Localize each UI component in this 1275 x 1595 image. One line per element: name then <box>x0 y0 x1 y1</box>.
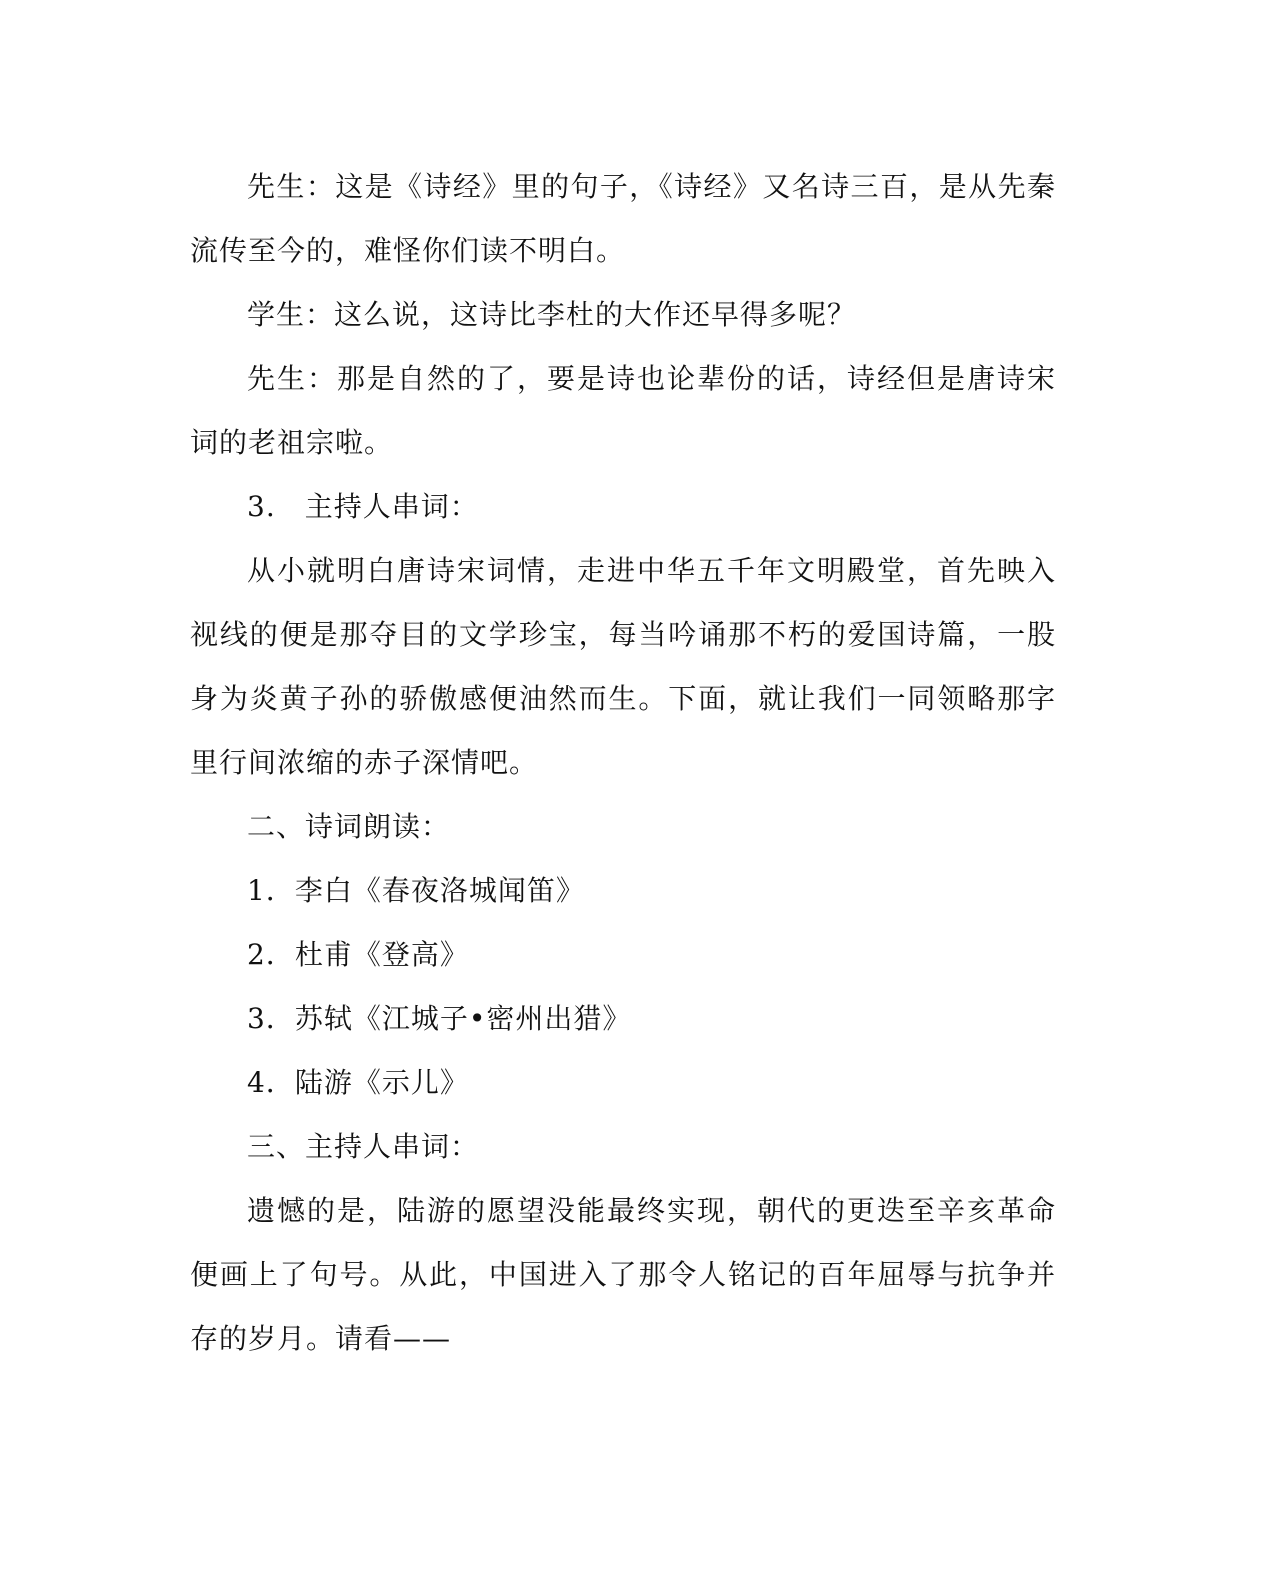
list-item-poem-1: 1．李白《春夜洛城闻笛》 <box>247 874 585 907</box>
paragraph-student: 学生：这么说，这诗比李杜的大作还早得多呢？ <box>247 298 857 331</box>
paragraph-host-intro: 从小就明白唐诗宋词情，走进中华五千年文明殿堂，首先映入视线的便是那夺目的文学珍宝，每当吟诵那不朽的爱国诗篇，一股身为炎黄子孙的骄傲感便油然而生。下面，就让我们一同领略那字里行间浓缩的赤子深情吧。 <box>190 554 1056 779</box>
list-item-poem-2: 2．杜甫《登高》 <box>247 938 469 971</box>
document-body <box>190 155 1056 1371</box>
paragraph-teacher-1: 先生：这是《诗经》里的句子，《诗经》又名诗三百，是从先秦流传至今的，难怪你们读不明白。 <box>190 170 1056 267</box>
heading-poem-reading: 二、诗词朗读： <box>247 810 451 843</box>
list-item-poem-4: 4．陆游《示儿》 <box>247 1066 469 1099</box>
paragraph-host-transition: 遗憾的是，陆游的愿望没能最终实现，朝代的更迭至辛亥革命便画上了句号。从此，中国进入了那令人铭记的百年屈辱与抗争并存的岁月。请看—— <box>190 1194 1056 1355</box>
paragraph-teacher-2: 先生：那是自然的了，要是诗也论辈份的话，诗经但是唐诗宋词的老祖宗啦。 <box>190 362 1056 459</box>
list-item-poem-3: 3．苏轼《江城子•密州出猎》 <box>247 1002 632 1035</box>
heading-host-lines-section-3: 三、主持人串词： <box>247 1130 480 1163</box>
heading-host-lines-3: 3. 主持人串词： <box>247 490 479 523</box>
